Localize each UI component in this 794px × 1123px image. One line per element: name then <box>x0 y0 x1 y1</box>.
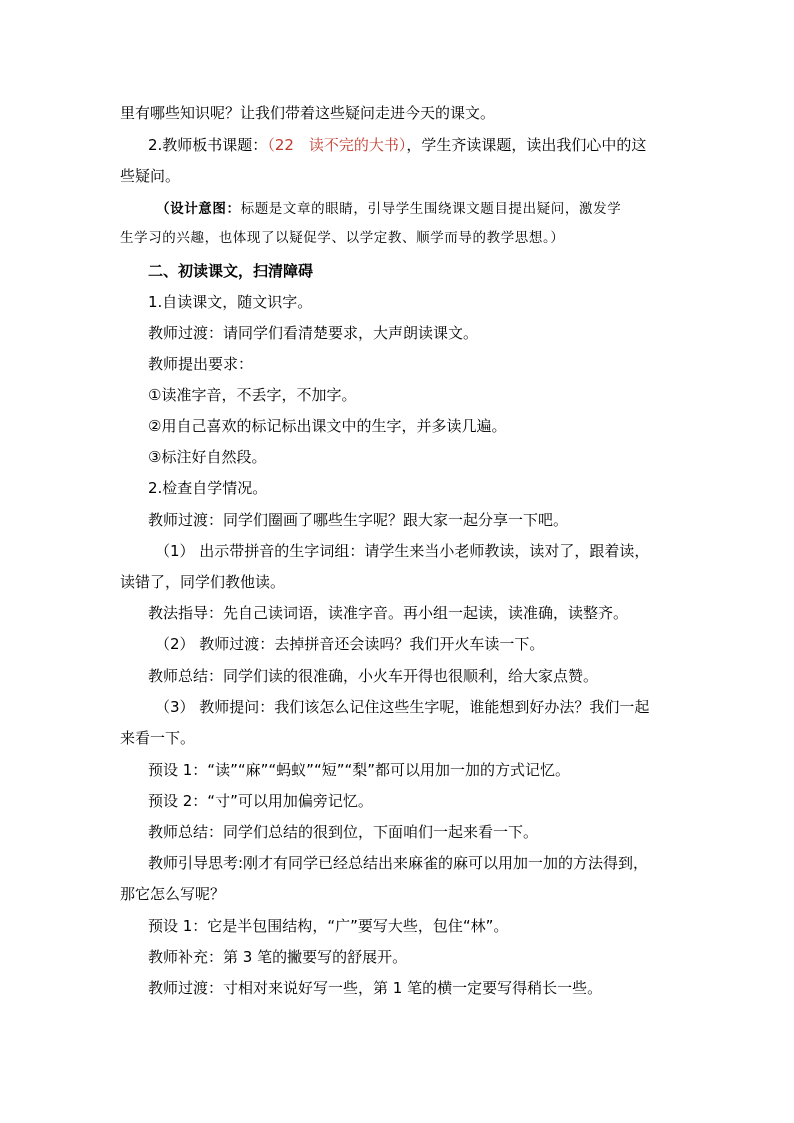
paragraph-line: 教师过渡：同学们圈画了哪些生字呢？跟大家一起分享一下吧。 <box>148 511 569 529</box>
note-label: （设计意图： <box>156 201 241 217</box>
design-intent-note-cont: 生学习的兴趣，也体现了以疑促学、以学定教、顺学而导的教学思想。） <box>120 230 565 246</box>
paragraph-line: 教师总结：同学们总结的很到位，下面咱们一起来看一下。 <box>148 823 539 841</box>
paragraph-line: 预设 1：它是半包围结构，“广”要写大些，包住“林”。 <box>148 917 509 935</box>
paragraph-line: 来看一下。 <box>120 729 196 747</box>
paragraph-line: 读错了，同学们教他读。 <box>120 573 286 591</box>
design-intent-note <box>156 199 621 219</box>
paragraph-line: 预设 1：“读”“麻”“蚂蚁”“短”“梨”都可以用加一加的方式记忆。 <box>148 761 571 779</box>
paragraph-line: 1.自读课文，随文识字。 <box>148 293 313 311</box>
paragraph-line: 教师过渡：请同学们看清楚要求，大声朗读课文。 <box>148 324 479 342</box>
paragraph-line: （3） 教师提问：我们该怎么记住这些生字呢，谁能想到好办法？我们一起 <box>155 698 650 716</box>
paragraph-line: （1） 出示带拼音的生字词组：请学生来当小老师教读，读对了，跟着读， <box>155 542 650 560</box>
paragraph-line: 教师过渡：寸相对来说好写一些，第 1 笔的横一定要写得稍长一些。 <box>148 979 603 997</box>
paragraph-line: 教师提出要求： <box>148 355 254 373</box>
paragraph-line: 教师引导思考:刚才有同学已经总结出来麻雀的麻可以用加一加的方法得到， <box>148 854 649 872</box>
text-span: 2.教师板书课题： <box>148 136 268 154</box>
paragraph-line: 2.检查自学情况。 <box>148 479 268 497</box>
text-span: ，学生齐读课题，读出我们心中的这 <box>406 136 647 154</box>
list-item: ①读准字音，不丢字，不加字。 <box>148 386 357 404</box>
list-item: ②用自己喜欢的标记标出课文中的生字，并多读几遍。 <box>148 417 507 435</box>
lesson-title: （22 读不完的大书） <box>267 136 407 154</box>
paragraph-line: 教师补充：第 3 笔的撇要写的舒展开。 <box>148 948 408 966</box>
section-heading: 二、初读课文，扫清障碍 <box>148 262 314 280</box>
note-text: 标题是文章的眼睛，引导学生围绕课文题目提出疑问，激发学 <box>240 201 622 217</box>
paragraph-line: 里有哪些知识呢？让我们带着这些疑问走进今天的课文。 <box>120 104 496 122</box>
paragraph-line: （2） 教师过渡：去掉拼音还会读吗？我们开火车读一下。 <box>155 635 545 653</box>
paragraph-line: 些疑问。 <box>120 167 181 185</box>
list-item: ③标注好自然段。 <box>148 448 267 466</box>
paragraph-line: 教法指导：先自己读词语，读准字音。再小组一起读，读准确，读整齐。 <box>148 604 629 622</box>
paragraph-line <box>148 135 646 155</box>
paragraph-line: 教师总结：同学们读的很准确，小火车开得也很顺利，给大家点赞。 <box>148 667 599 685</box>
paragraph-line: 预设 2：“寸”可以用加偏旁记忆。 <box>148 792 373 810</box>
paragraph-line: 那它怎么写呢？ <box>120 885 226 903</box>
